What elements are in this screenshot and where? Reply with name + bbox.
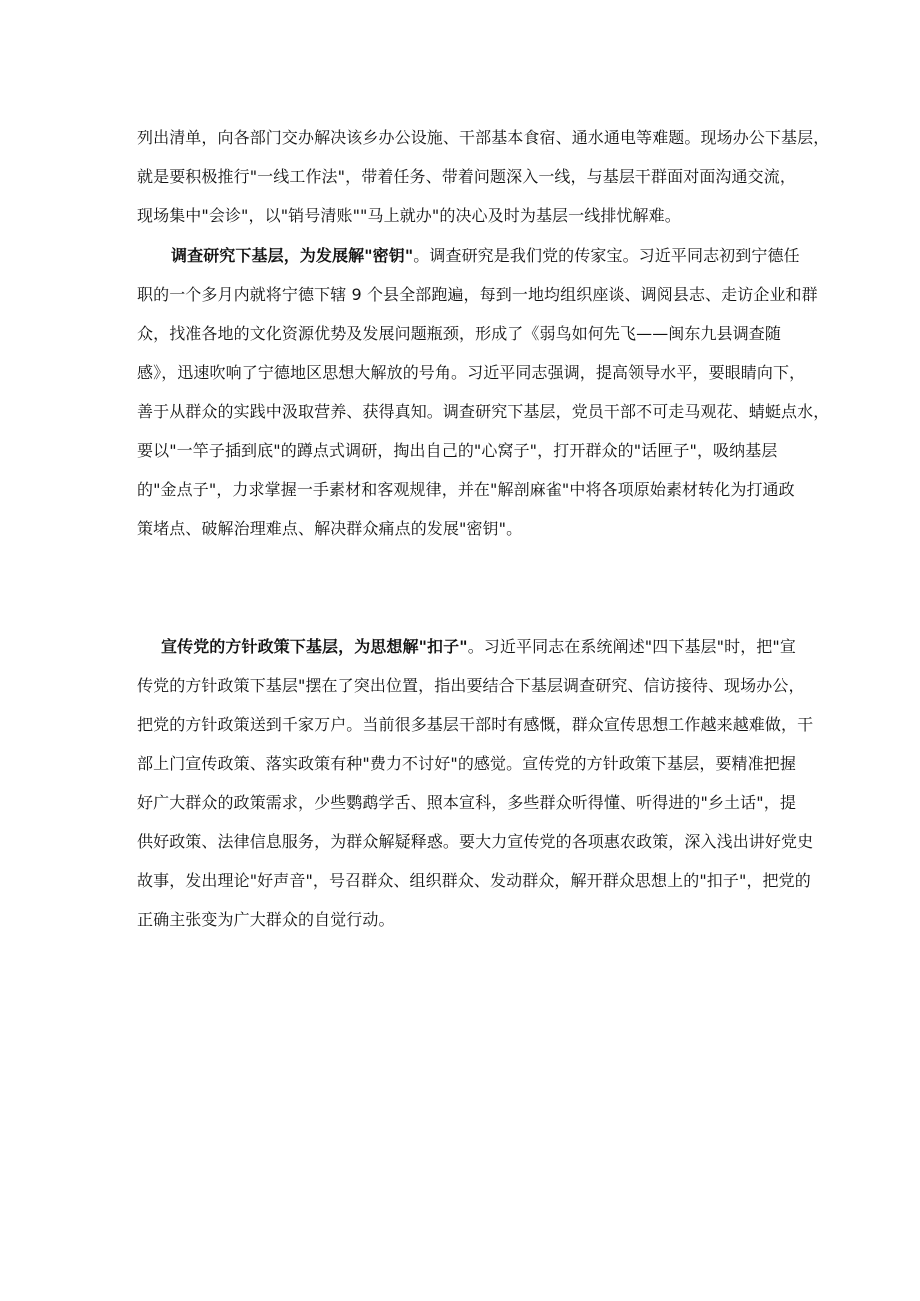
paragraph-publicity (137, 627, 814, 939)
text-run: 。习近平同志在系统阐述"四下基层"时，把"宣 (467, 637, 796, 656)
text-line: 职的一个多月内就将宁德下辖 9 个县全部跑遍，每到一地均组织座谈、调阅县志、走访企业和群 (137, 285, 818, 304)
paragraph-first-line (137, 627, 796, 666)
paragraph-heading: 宣传党的方针政策下基层，为思想解"扣子" (161, 637, 468, 656)
text-line: 故事，发出理论"好声音"，号召群众、组织群众、发动群众，解开群众思想上的"扣子"，把党的 (137, 871, 811, 890)
text-line: 列出清单，向各部门交办解决该乡办公设施、干部基本食宿、通水通电等难题。现场办公下基层， (137, 128, 830, 147)
text-line: 感》，迅速吹响了宁德地区思想大解放的号角。习近平同志强调，提高领导水平，要眼睛向下， (137, 363, 806, 382)
paragraph-research (137, 236, 830, 548)
text-line: 正确主张变为广大群众的自觉行动。 (137, 910, 395, 929)
text-line: 策堵点、破解治理难点、解决群众痛点的发展"密钥"。 (137, 519, 523, 538)
paragraph-field-office (137, 118, 830, 235)
text-run: 。调查研究是我们党的传家宝。习近平同志初到宁德任 (413, 246, 800, 265)
text-line: 部上门宣传政策、落实政策有种"费力不讨好"的感觉。宣传党的方针政策下基层，要精准把握 (137, 754, 796, 773)
text-line: 善于从群众的实践中汲取营养、获得真知。调查研究下基层，党员干部不可走马观花、蜻蜓点水， (137, 402, 830, 421)
text-line: 供好政策、法律信息服务，为群众解疑释惑。要大力宣传党的各项惠农政策，深入浅出讲好党史 (137, 832, 814, 851)
text-line: 好广大群众的政策需求，少些鹦鹉学舌、照本宣科，多些群众听得懂、听得进的"乡土话"，提 (137, 793, 796, 812)
text-line: 传党的方针政策下基层"摆在了突出位置，指出要结合下基层调查研究、信访接待、现场办公， (137, 676, 805, 695)
paragraph-heading: 调查研究下基层，为发展解"密钥" (171, 246, 414, 265)
text-line: 的"金点子"，力求掌握一手素材和客观规律，并在"解剖麻雀"中将各项原始素材转化为打通政 (137, 480, 795, 499)
text-line: 要以"一竿子插到底"的蹲点式调研，掏出自己的"心窝子"，打开群众的"话匣子"，吸纳基层 (137, 441, 778, 460)
text-line: 把党的方针政策送到千家万户。当前很多基层干部时有感慨，群众宣传思想工作越来越难做，干 (137, 715, 814, 734)
paragraph-first-line (137, 236, 800, 275)
text-line: 就是要积极推行"一线工作法"，带着任务、带着问题深入一线，与基层干群面对面沟通交流， (137, 167, 796, 186)
text-line: 现场集中"会诊"，以"销号清账""马上就办"的决心及时为基层一线排忧解难。 (137, 206, 681, 225)
text-line: 众，找准各地的文化资源优势及发展问题瓶颈，形成了《弱鸟如何先飞——闽东九县调查随 (137, 324, 782, 343)
